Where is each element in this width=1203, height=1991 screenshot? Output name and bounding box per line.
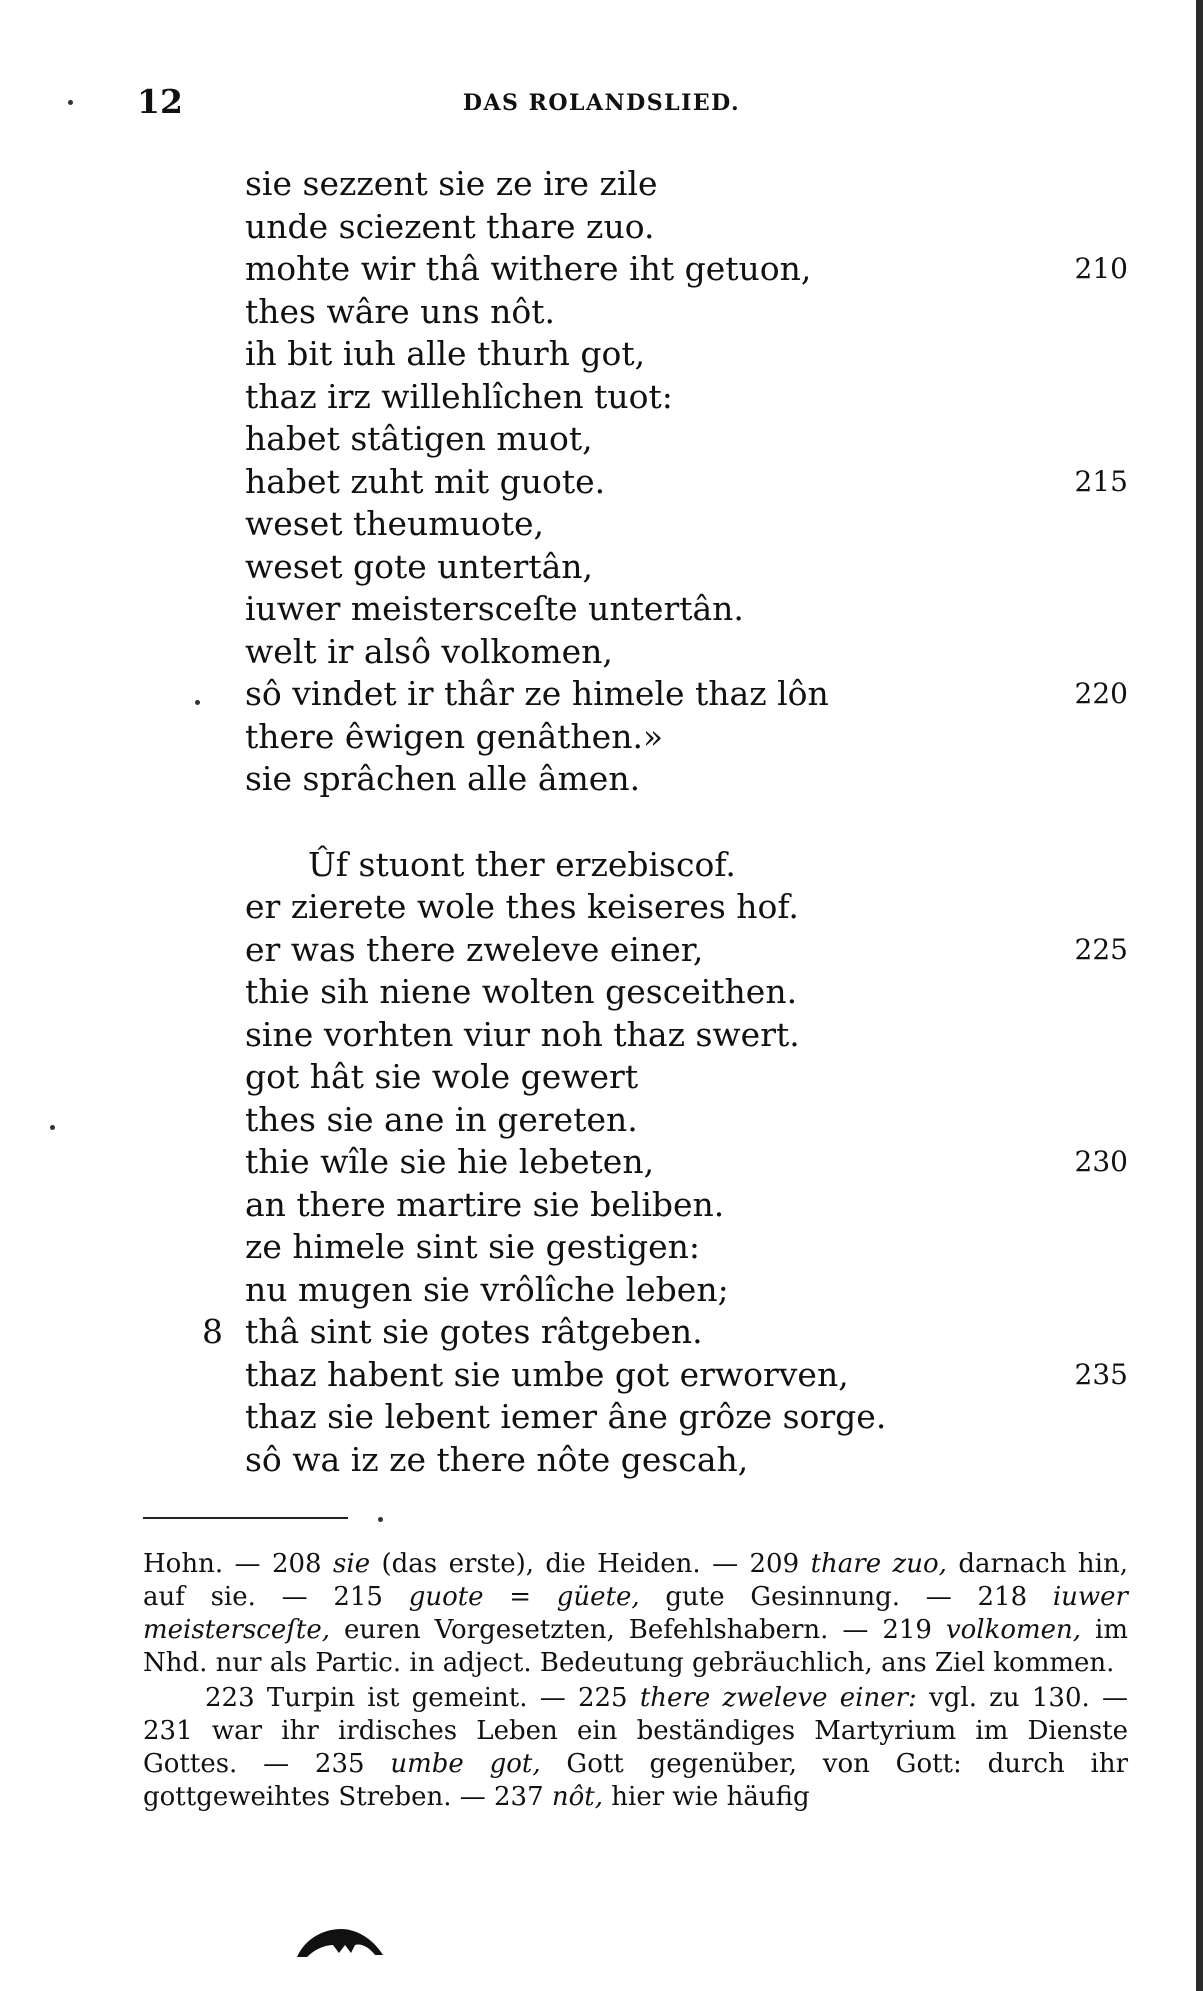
verse-line xyxy=(0,163,1203,206)
footnote-lemma: iuwer meistersceſte, xyxy=(143,1582,1128,1645)
verse-text: there êwigen genâthen.» xyxy=(245,716,664,756)
footnote-text: vgl. zu 130. — 231 war ihr irdisches Leben ein beständiges Martyrium im Dienste Gottes. — 235 xyxy=(143,1683,1128,1779)
verse-line xyxy=(0,1184,1203,1227)
footnote-text: hier wie häufig xyxy=(603,1782,810,1812)
verse-line xyxy=(0,206,1203,249)
verse-text: sine vorhten viur noh thaz swert. xyxy=(245,1014,800,1054)
footnote-text: darnach hin, auf sie. — 215 xyxy=(143,1549,1128,1612)
stanza-1 xyxy=(0,163,1203,801)
verse-text: ze himele sint sie gestigen: xyxy=(245,1227,701,1266)
verse-line xyxy=(0,1269,1203,1312)
footnote-lemma: there zweleve einer: xyxy=(639,1683,917,1713)
verse-text: got hât sie wole gewert xyxy=(245,1057,639,1096)
verse-line xyxy=(0,716,1203,759)
footnote-text: im Nhd. nur als Partic. in adject. Bedeutung gebräuchlich, ans Ziel kommen. xyxy=(143,1615,1129,1678)
verse-text: sie sprâchen alle âmen. xyxy=(245,759,641,798)
verse-line xyxy=(0,461,1203,504)
verse-text: sô wa iz ze there nôte gescah, xyxy=(245,1439,749,1479)
footnote-lemma: guote = güete, xyxy=(408,1582,640,1612)
verse-text: thaz irz willehlîchen tuot: xyxy=(245,376,673,416)
verse-line xyxy=(0,758,1203,801)
footnote-text: Hohn. — 208 xyxy=(143,1549,334,1579)
verse-text: Ûf stuont ther erzebiscof. xyxy=(308,844,736,884)
verse-line xyxy=(0,1014,1203,1057)
verse-text: thie wîle sie hie lebeten, xyxy=(245,1142,655,1181)
footnote-lemma: sie xyxy=(333,1549,371,1579)
verse-line xyxy=(0,886,1203,929)
line-number: 210 xyxy=(1074,252,1128,285)
verse-text: habet stâtigen muot, xyxy=(245,419,593,458)
verse-text: thaz sie lebent iemer âne grôze sorge. xyxy=(245,1397,887,1436)
verse-line xyxy=(0,929,1203,972)
page-edge xyxy=(1196,0,1203,1991)
verse-block xyxy=(0,163,1203,1481)
verse-line xyxy=(0,1439,1203,1482)
verse-line xyxy=(0,971,1203,1014)
footnote-lemma: thare zuo, xyxy=(810,1549,947,1579)
footnote-lemma: umbe got, xyxy=(390,1749,541,1779)
page-header xyxy=(0,82,1203,132)
verse-text: thâ sint sie gotes râtgeben. xyxy=(245,1312,703,1351)
verse-text: thie sih niene wolten gesceithen. xyxy=(245,972,798,1011)
line-number: 220 xyxy=(1074,677,1128,710)
verse-line xyxy=(0,1354,1203,1397)
speck xyxy=(68,100,73,105)
verse-text: er zierete wole thes keiseres hof. xyxy=(245,887,799,926)
verse-line xyxy=(0,248,1203,291)
verse-text: thaz habent sie umbe got erworven, xyxy=(245,1354,849,1394)
speck xyxy=(378,1517,383,1522)
verse-line xyxy=(0,631,1203,674)
line-number: 235 xyxy=(1074,1357,1128,1391)
line-number: 215 xyxy=(1074,464,1128,498)
verse-line xyxy=(0,844,1203,887)
speck xyxy=(195,700,200,705)
footnote-paragraph-2 xyxy=(143,1682,1128,1814)
verse-text: nu mugen sie vrôlîche leben; xyxy=(245,1269,729,1309)
verse-line xyxy=(0,333,1203,376)
verse-line xyxy=(0,546,1203,589)
verse-line xyxy=(0,1056,1203,1099)
footnote-paragraph-1 xyxy=(143,1548,1128,1680)
section-marker: 8 xyxy=(202,1312,223,1351)
verse-text: iuwer meistersceſte untertân. xyxy=(245,589,744,628)
footnote-text: Gott gegenüber, von Gott: durch ihr gottgeweihtes Streben. — 237 xyxy=(143,1749,1128,1812)
verse-line xyxy=(0,1311,1203,1354)
stanza-gap xyxy=(0,801,1203,844)
footnote-lemma: volkomen, xyxy=(945,1615,1082,1645)
verse-line xyxy=(0,1099,1203,1142)
verse-text: thes sie ane in gereten. xyxy=(245,1099,638,1139)
verse-line xyxy=(0,376,1203,419)
stanza-2 xyxy=(0,844,1203,1482)
speck xyxy=(50,1125,55,1130)
verse-text: thes wâre uns nôt. xyxy=(245,291,555,331)
footnote-lemma: nôt, xyxy=(551,1782,604,1812)
verse-text: unde sciezent thare zuo. xyxy=(245,206,655,246)
verse-line xyxy=(0,1396,1203,1439)
verse-text: welt ir alsô volkomen, xyxy=(245,631,613,671)
verse-text: mohte wir thâ withere iht getuon, xyxy=(245,249,812,288)
footnote-text: gute Gesinnung. — 218 xyxy=(639,1582,1053,1612)
verse-line xyxy=(0,291,1203,334)
verse-line xyxy=(0,588,1203,631)
verse-line xyxy=(0,673,1203,716)
printer-ornament-icon xyxy=(295,1925,385,1963)
verse-text: er was there zweleve einer, xyxy=(245,929,704,969)
footnote-text: euren Vorgesetzten, Befehlshabern. — 219 xyxy=(329,1615,946,1645)
verse-text: weset gote untertân, xyxy=(245,546,594,586)
verse-text: sô vindet ir thâr ze himele thaz lôn xyxy=(245,674,829,713)
verse-text: habet zuht mit guote. xyxy=(245,461,606,501)
footnotes xyxy=(143,1548,1128,1814)
verse-line xyxy=(0,1141,1203,1184)
verse-line xyxy=(0,1226,1203,1269)
footnote-text: 223 Turpin ist gemeint. — 225 xyxy=(205,1683,640,1713)
footnote-rule xyxy=(143,1517,348,1519)
verse-text: ih bit iuh alle thurh got, xyxy=(245,334,646,373)
verse-text: an there martire sie beliben. xyxy=(245,1184,725,1224)
verse-text: weset theumuote, xyxy=(245,504,544,543)
verse-line xyxy=(0,418,1203,461)
running-head: DAS ROLANDSLIED. xyxy=(462,90,741,116)
line-number: 225 xyxy=(1074,932,1128,966)
verse-line xyxy=(0,503,1203,546)
verse-text: sie sezzent sie ze ire zile xyxy=(245,164,658,203)
footnote-text: (das erste), die Heiden. — 209 xyxy=(370,1549,811,1579)
page-number: 12 xyxy=(137,82,183,121)
line-number: 230 xyxy=(1074,1145,1128,1178)
